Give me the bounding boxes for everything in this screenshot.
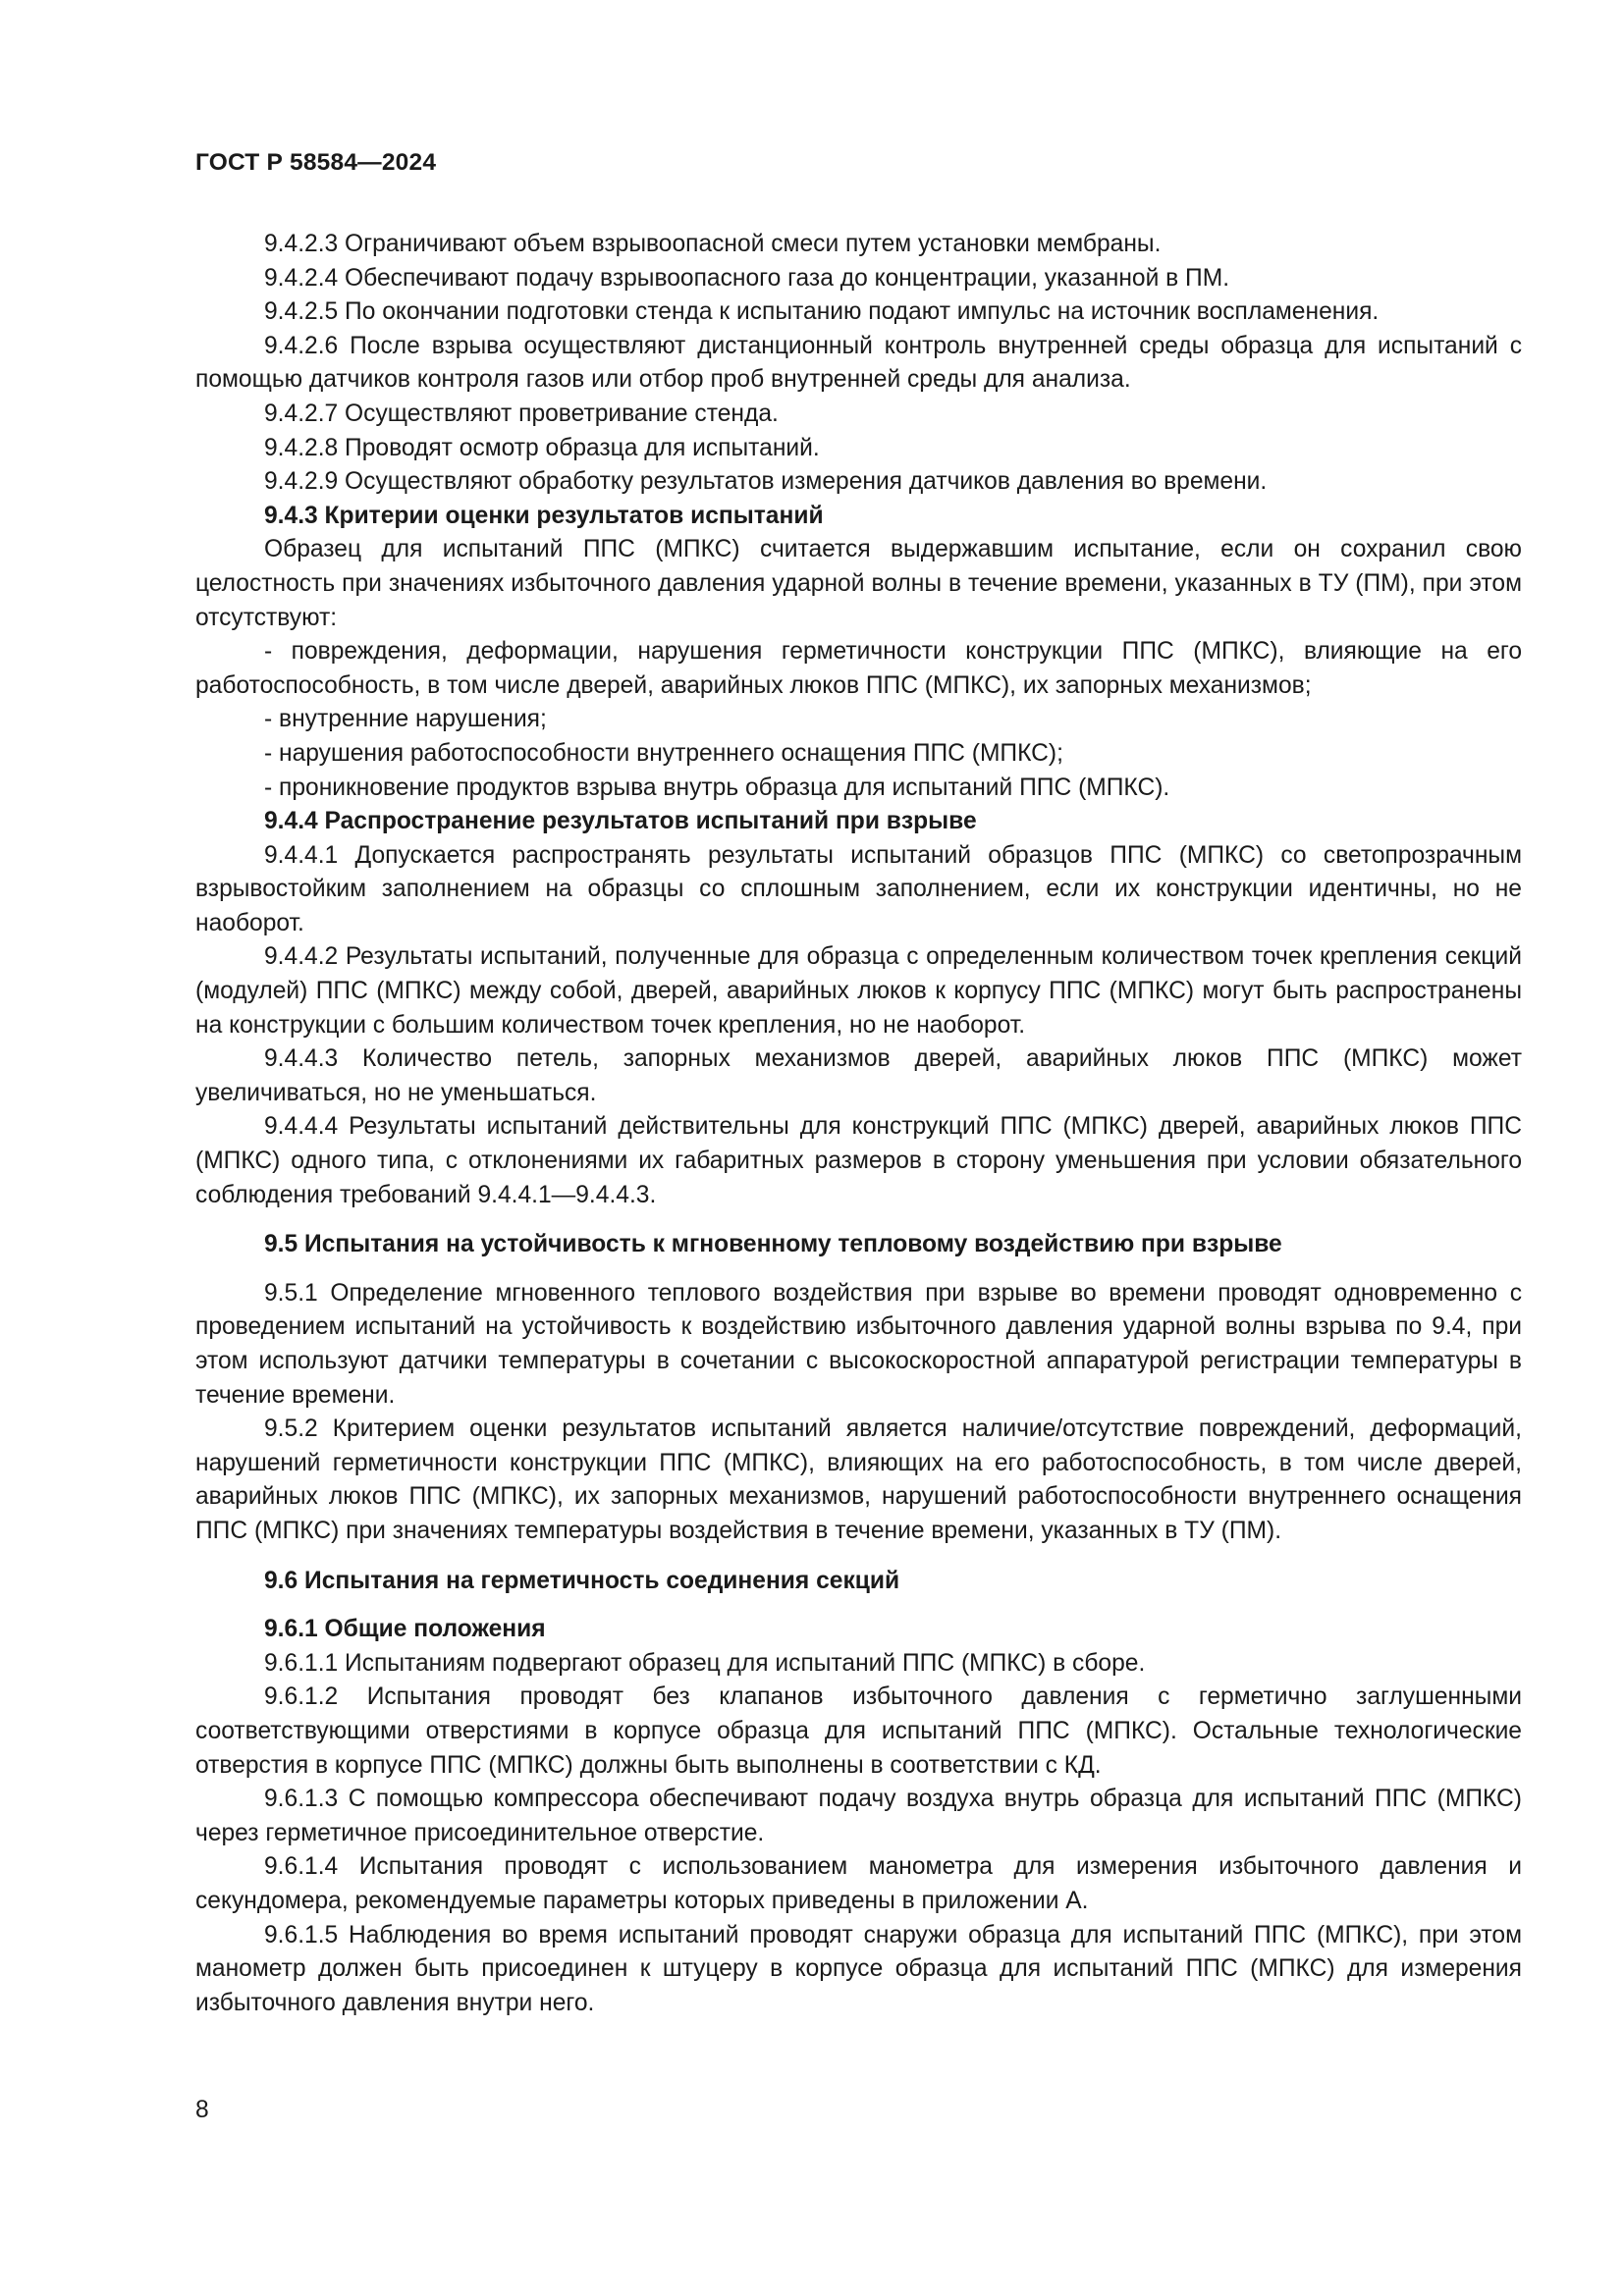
paragraph: - нарушения работоспособности внутреннего оснащения ППС (МПКС);	[264, 739, 1063, 767]
section-heading: 9.6 Испытания на герметичность соединения секций	[264, 1567, 900, 1594]
paragraph: 9.6.1.2 Испытания проводят без клапанов избыточного давления с герметично заглушенными соответствующими отверстиями в корпусе образца для испытаний ППС (МПКС). Остальные технологические отверстия в корпусе ППС (МПКС) должны быть выполнены в соответствии с КД.	[195, 1683, 1522, 1779]
paragraph: 9.4.4.4 Результаты испытаний действительны для конструкций ППС (МПКС) дверей, аварийных люков ППС (МПКС) одного типа, с отклонениями их габаритных размеров в сторону уменьшения при условии обязательного соблюдения требований 9.4.4.1—9.4.4.3.	[195, 1113, 1522, 1208]
paragraph: 9.4.4.2 Результаты испытаний, полученные для образца с определенным количеством точек крепления секций (модулей) ППС (МПКС) между собой, дверей, аварийных люков к корпусу ППС (МПКС) могут быть распространены на конструкции с большим количеством точек крепления, но не наоборот.	[195, 943, 1522, 1039]
paragraph: 9.4.2.3 Ограничивают объем взрывоопасной смеси путем установки мембраны.	[264, 231, 1162, 257]
paragraph: - проникновение продуктов взрыва внутрь образца для испытаний ППС (МПКС).	[264, 774, 1170, 801]
paragraph: 9.5.1 Определение мгновенного теплового воздействия при взрыве во времени проводят одновременно с проведением испытаний на устойчивость к воздействию избыточного давления ударной волны взрыва по 9.4, при этом используют датчики температуры в сочетании с высокоскоростной аппаратурой регистрации температуры в течение времени.	[195, 1279, 1522, 1409]
paragraph: 9.5.2 Критерием оценки результатов испытаний является наличие/отсутствие повреждений, деформаций, нарушений герметичности конструкции ППС (МПКС), влияющих на его работоспособность, в том числе дверей, аварийных люков ППС (МПКС), их запорных механизмов, нарушений работоспособности внутреннего оснащения ППС (МПКС) при значениях температуры воздействия в течение времени, указанных в ТУ (ПМ).	[195, 1415, 1522, 1544]
paragraph: 9.4.2.7 Осуществляют проветривание стенда.	[264, 400, 779, 427]
subsection-heading: 9.4.4 Распространение результатов испытаний при взрыве	[264, 808, 977, 835]
page-number: 8	[195, 2097, 209, 2123]
paragraph: 9.6.1.4 Испытания проводят с использованием манометра для измерения избыточного давления и секундомера, рекомендуемые параметры которых приведены в приложении А.	[195, 1853, 1522, 1914]
paragraph: 9.4.2.5 По окончании подготовки стенда к испытанию подают импульс на источник воспламенения.	[264, 298, 1380, 326]
document-body	[195, 228, 1522, 2020]
paragraph: 9.4.2.6 После взрыва осуществляют дистанционный контроль внутренней среды образца для испытаний с помощью датчиков контроля газов или отбор проб внутренней среды для анализа.	[195, 332, 1522, 394]
paragraph: 9.4.2.9 Осуществляют обработку результатов измерения датчиков давления во времени.	[264, 468, 1268, 496]
paragraph: 9.4.4.1 Допускается распространять результаты испытаний образцов ППС (МПКС) со светопрозрачным взрывостойким заполнением на образцы со сплошным заполнением, если их конструкции идентичны, но не наоборот.	[195, 841, 1522, 936]
paragraph: - внутренние нарушения;	[264, 706, 547, 733]
paragraph: 9.4.4.3 Количество петель, запорных механизмов дверей, аварийных люков ППС (МПКС) может увеличиваться, но не уменьшаться.	[195, 1045, 1522, 1106]
subsection-heading: 9.4.3 Критерии оценки результатов испытаний	[264, 502, 824, 529]
paragraph: 9.4.2.4 Обеспечивают подачу взрывоопасного газа до концентрации, указанной в ПМ.	[264, 264, 1230, 292]
paragraph: 9.6.1.3 С помощью компрессора обеспечивают подачу воздуха внутрь образца для испытаний ППС (МПКС) через герметичное присоединительное отверстие.	[195, 1786, 1522, 1846]
document-code-header: ГОСТ Р 58584—2024	[195, 149, 437, 176]
paragraph: - повреждения, деформации, нарушения герметичности конструкции ППС (МПКС), влияющие на его работоспособность, в том числе дверей, аварийных люков ППС (МПКС), их запорных механизмов;	[195, 638, 1522, 699]
paragraph: 9.4.2.8 Проводят осмотр образца для испытаний.	[264, 434, 820, 461]
paragraph: 9.6.1.1 Испытаниям подвергают образец для испытаний ППС (МПКС) в сборе.	[264, 1649, 1146, 1677]
paragraph: Образец для испытаний ППС (МПКС) считается выдержавшим испытание, если он сохранил свою целостность при значениях избыточного давления ударной волны в течение времени, указанных в ТУ (ПМ), при этом отсутствуют:	[195, 536, 1522, 631]
subsection-heading: 9.6.1 Общие положения	[264, 1616, 546, 1643]
section-heading: 9.5 Испытания на устойчивость к мгновенному тепловому воздействию при взрыве	[264, 1231, 1282, 1258]
paragraph: 9.6.1.5 Наблюдения во время испытаний проводят снаружи образца для испытаний ППС (МПКС), при этом манометр должен быть присоединен к штуцеру в корпусе образца для испытаний ППС (МПКС) для измерения избыточного давления внутри него.	[195, 1921, 1522, 2016]
